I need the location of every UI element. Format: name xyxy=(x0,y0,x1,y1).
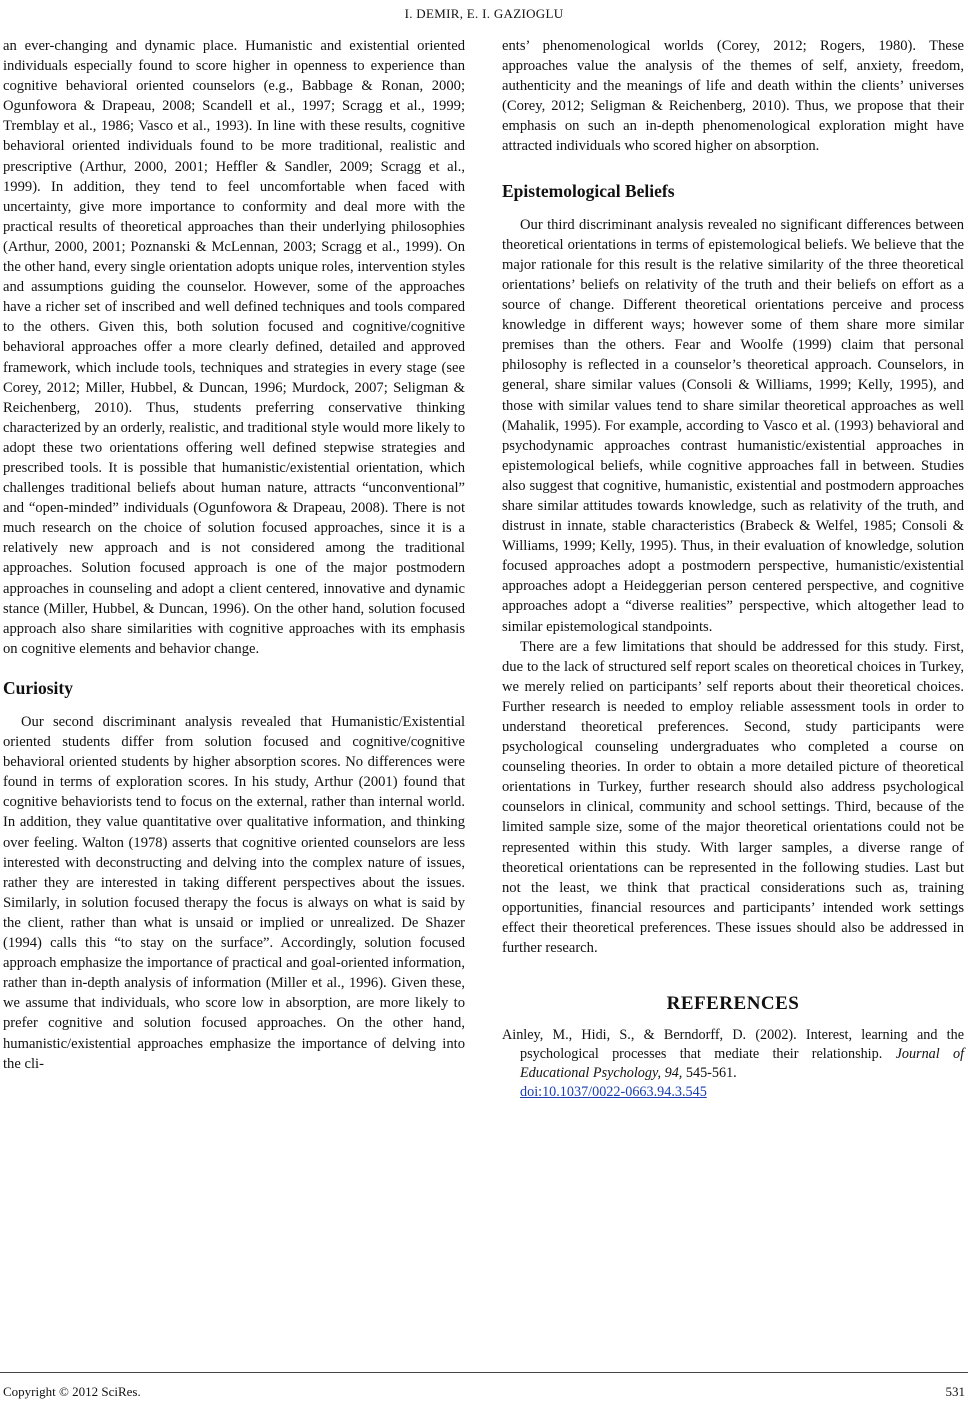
section-heading-epistemological-beliefs: Epistemological Beliefs xyxy=(502,180,675,201)
copyright-notice: Copyright © 2012 SciRes. xyxy=(3,1384,141,1399)
doi-link[interactable]: doi:10.1037/0022-0663.94.3.545 xyxy=(520,1084,707,1101)
reference-journal: Journal of Educational Psychology, 94, xyxy=(520,1046,965,1082)
reference-text: Ainley, M., Hidi, S., & Berndorff, D. (2002). Interest, learning and the psychological processes that mediate their relationship. xyxy=(502,1027,964,1063)
footer-divider xyxy=(0,1372,968,1373)
references-heading: REFERENCES xyxy=(666,993,800,1015)
reference-entry xyxy=(502,1026,964,1102)
page-number: 531 xyxy=(945,1384,965,1399)
paragraph: There are a few limitations that should be addressed for this study. First, due to the lack of structured self report scales on theoretical choices in Turkey, we merely relied on participants’ self reports about their theoretical choices. Further research is needed to employ reliable assessment tools in order to understand theoretical preferences. Second, study participants were psychological counseling undergraduates who completed a course on counseling theories. In order to obtain a more detailed picture of theoretical orientations in Turkey, further research should also address psychological counselors in clinical, community and school settings. Third, because of the limited sample size, some of the major theoretical orientations could not be represented within this study. With larger samples, a diverse range of theoretical orientations can be represented in the following studies. Last but not the least, we think that practical considerations such as, training opportunities, financial resources and participants’ intended work settings effect their theoretical preferences. These issues should also be addressed in further research. xyxy=(502,638,964,957)
paragraph: ents’ phenomenological worlds (Corey, 2012; Rogers, 1980). These approaches value the analysis of the themes of self, anxiety, freedom, authenticity and the meanings of life and death within the clients’ universes (Corey, 2012; Seligman & Reichenberg, 2010). Thus, we propose that their emphasis on such an in-depth phenomenological exploration might have attracted individuals who scored higher on absorption. xyxy=(502,38,964,155)
paragraph: Our third discriminant analysis revealed no significant differences between theoretical orientations in terms of epistemological beliefs. We believe that the major rationale for this result is the relative similarity of the three theoretical orientations’ beliefs on relativity of the truth and their beliefs on effort as a source of change. Different theoretical orientations perceive and process knowledge in different ways; however some of them share more similar premises than the others. Fear and Woolfe (1999) claim that personal philosophy is reflected in a counselor’s theoretical approach. Counselors, in general, share similar values (Consoli & Williams, 1999; Kelly, 1995), and those with similar values tend to share similar theoretical approaches as well (Mahalik, 1995). For example, according to Vasco et al. (1993) behavioral and psychodynamic approaches contrast humanistic/existential approaches in epistemological beliefs, while cognitive approaches fall in between. Studies also suggest that cognitive, humanistic, existential and postmodern approaches share similar attitudes towards knowledge, such as relativity of the truth, and distrust in innate, stable characteristics (Brabeck & Welfel, 1985; Consoli & Williams, 1999; Kelly, 1995). Thus, in their evaluation of knowledge, solution focused approaches adopt a postmodern perspective, humanistic/existential approaches adopt a Heideggerian person centered perspective, and cognitive approaches adopt a “diverse realities” perspective, which altogether lead to similar epistemological standpoints. xyxy=(502,216,964,635)
paragraph: Our second discriminant analysis revealed that Humanistic/Existential oriented students differ from solution focused and cognitive/cognitive behavioral oriented students by higher absorption scores. No differences were found in terms of exploration scores. In his study, Arthur (2001) found that cognitive behaviorists tend to focus on the external, rather than internal world. In addition, they value quantitative over qualitative information, and thinking over feeling. Walton (1978) asserts that cognitive oriented counselors are less interested with deconstructing and delving into the complex nature of issues, rather they are interested in taking different perspectives about the issues. Similarly, in solution focused therapy the focus is always on what is said by the client, rather than what is unsaid or implied or unrealized. De Shazer (1994) calls this “to stay on the surface”. Accordingly, solution focused approach emphasize the importance of practical and goal-oriented information, rather than in-depth analysis of information (Miller et al., 1996). Given these, we assume that individuals, who score low in absorption, are more likely to prefer cognitive and solution focused approaches. On the other hand, humanistic/existential approaches emphasize the importance of delving into the cli- xyxy=(3,714,465,1072)
section-heading-curiosity: Curiosity xyxy=(3,677,73,698)
running-head: I. DEMIR, E. I. GAZIOGLU xyxy=(404,6,564,21)
right-column xyxy=(502,36,964,1102)
reference-pages: 545-561. xyxy=(682,1065,737,1082)
left-column xyxy=(3,36,465,1074)
paragraph: an ever-changing and dynamic place. Humanistic and existential oriented individuals especially found to score higher in openness to experience than cognitive behavioral oriented counselors (e.g., Babbage & Ronan, 2000; Ogunfowora & Drapeau, 2008; Scandell et al., 1997; Scragg et al., 1999; Tremblay et al., 1986; Vasco et al., 1993). In line with these results, cognitive behavioral oriented individuals found to be more traditional, realistic and prescriptive (Arthur, 2000, 2001; Heffler & Sandler, 2009; Scragg et al., 1999). In addition, they tend to feel uncomfortable when faced with uncertainty, give more importance to conformity and deal more with the practical results of theoretical approaches than their underlying philosophies (Arthur, 2000, 2001; Poznanski & McLennan, 2003; Scragg et al., 1999). On the other hand, every single orientation adopts unique roles, intervention styles and assumptions guiding the counselor. However, some of the approaches have a richer set of inscribed and well defined techniques and tools compared to the others. Given this, both solution focused and cognitive/cognitive behavioral approaches offer a more clearly defined, detailed and approved framework, which include tools, techniques and strategies in every stage (see Corey, 2012; Miller, Hubbel, & Duncan, 1996; Murdock, 2007; Seligman & Reichenberg, 2010). Thus, students preferring conservative thinking characterized by an orderly, realistic, and traditional style would more likely to adopt these two orientations offering well defined stepwise strategies and prescribed tools. It is possible that humanistic/existential orientation, which challenges traditional beliefs about human nature, attracts “unconventional” and “open-minded” individuals (Ogunfowora & Drapeau, 2008). There is not much research on the choice of solution focused approaches, since it is a relatively new approach and is not considered among the traditional approaches. Solution focused approach is one of the major postmodern approaches in counseling and adopt a client centered, innovative and dynamic stance (Miller, Hubbel, & Duncan, 1996). On the other hand, solution focused approach also share similarities with cognitive approaches with its emphasis on cognitive elements and behavior change. xyxy=(3,38,465,657)
